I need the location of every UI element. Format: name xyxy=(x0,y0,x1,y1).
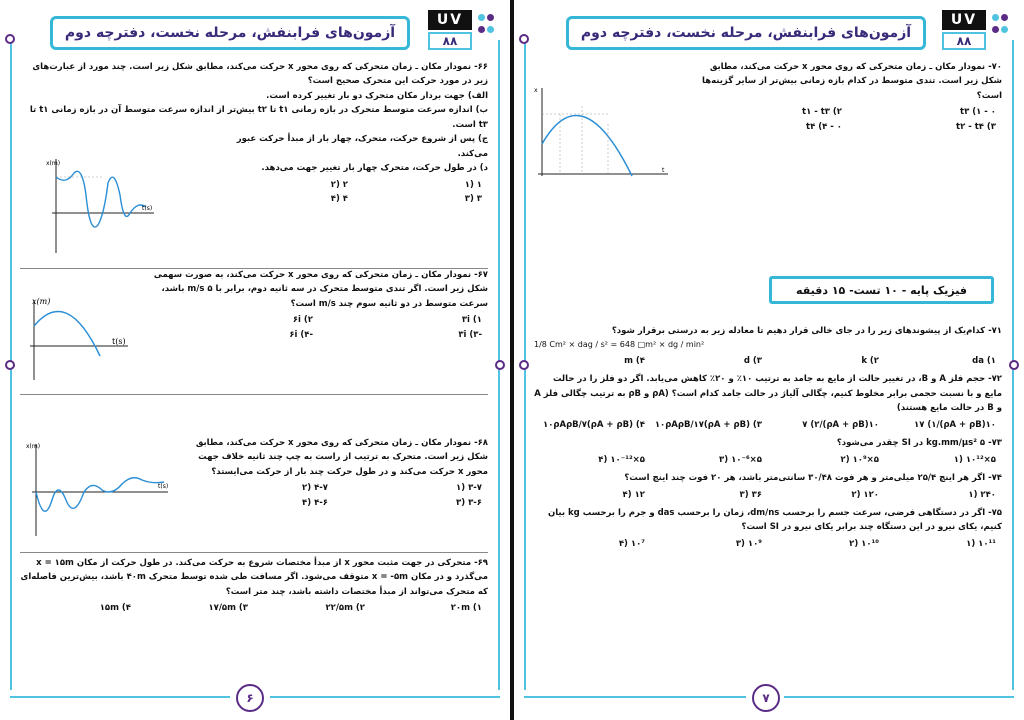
option-3[interactable]: ۵×۱۰⁻⁶ (۳ xyxy=(719,454,762,465)
frame-circle xyxy=(5,34,15,44)
left-page xyxy=(0,0,510,720)
question-text: ۷۲- حجم فلز A و B، در تغییر حالت از مایع به جامد به ترتیب ۱۰٪ و ۲۰٪ کاهش می‌یابد. اگر دو فلز را در حالت مایع و با نسبت حجمی برابر مخلوط کنیم، چگالی آلیاژ در حالت جامد کدام است؟ (ρA و ρB به ترتیب چگالی فلز A و B در حالت مایع هستند) xyxy=(534,374,1002,414)
question-text: ۷۵- اگر در دستگاهی فرضی، سرعت جسم را برحسب dm/ns، زمان را برحسب das و جرم را برحسب kg بیان کنیم، یکای نیرو در این دستگاه چند برابر یکای نیرو در SI است؟ xyxy=(547,507,1002,533)
option-3[interactable]: ۱۰⁹ (۳ xyxy=(735,538,762,549)
q69-block xyxy=(20,556,488,620)
question-text: ۷۴- اگر هر اینچ ۲۵/۴ میلی‌متر و هر فوت ۳۰/۴۸ سانتی‌متر باشد، هر ۲۰ فوت چند اینچ است؟ xyxy=(624,473,1002,484)
option-2[interactable]: ۱۰(ρA + ρB)/۷ (۲ xyxy=(802,419,879,430)
question-text: ۶۸- نمودار مکان ـ زمان متحرکی که روی محور x حرکت می‌کند، مطابق شکل زیر است. متحرک به ترتیب از راست به چپ چند ثانیه خلاف جهت محور x حرکت می‌کند و در طول حرکت چند بار از حرکت می‌ایستد؟ xyxy=(195,438,488,477)
option-4[interactable]: ۰ - t۴ (۴ xyxy=(806,121,842,132)
right-page xyxy=(514,0,1024,720)
question-74 xyxy=(534,471,1002,502)
header-title: آزمون‌های فرابنفش، مرحله نخست، دفترچه دوم xyxy=(64,25,396,41)
question-text: ۶۷- نمودار مکان ـ زمان متحرکی که روی محور x حرکت می‌کند، به صورت سهمی شکل زیر است. اگر تندی متوسط متحرک در سه ثانیه دوم، برابر با ۵ m/s باشد، سرعت متوسط در دو ثانیه سوم چند m/s است؟ xyxy=(153,270,488,309)
question-72 xyxy=(534,372,1002,432)
axis-y-label: x(m) xyxy=(32,297,51,306)
option-1[interactable]: ۵×۱۰¹² (۱ xyxy=(953,454,996,465)
logo-top: UV xyxy=(428,10,472,30)
options xyxy=(180,481,488,510)
option-4[interactable]: m (۴ xyxy=(624,356,645,367)
option-2[interactable]: ۱۰¹⁰ (۲ xyxy=(849,538,879,549)
option-4[interactable]: ۱۵m (۴ xyxy=(99,603,131,614)
statement-b: ب) اندازه سرعت متوسط متحرک در بازه زمانی t۱ تا t۲ بیش‌تر از اندازه سرعت متوسط آن در بازه زمانی t۱ تا t۳ است. xyxy=(29,105,488,130)
option-1[interactable]: ۱۰(ρA + ρB)/۱۷ (۱ xyxy=(914,419,996,430)
graph-68 xyxy=(22,440,172,540)
frame-circle xyxy=(495,360,505,370)
question-68 xyxy=(180,436,488,510)
option-1[interactable]: ۲۰m (۱ xyxy=(450,603,482,614)
decor-dots xyxy=(992,14,1012,50)
decor-dots xyxy=(478,14,498,50)
axis-x-label: t(s) xyxy=(158,483,169,490)
option-2[interactable]: k (۲ xyxy=(861,356,879,367)
options xyxy=(150,313,488,342)
option-1[interactable]: da (۱ xyxy=(972,356,996,367)
frame-circle xyxy=(5,360,15,370)
options xyxy=(534,488,1002,502)
option-4[interactable]: ۱۰⁷ (۴ xyxy=(618,538,645,549)
footer-line xyxy=(270,696,500,698)
options xyxy=(220,178,488,207)
option-3[interactable]: ۳-۶ (۳ xyxy=(456,497,482,508)
graph-67 xyxy=(22,296,132,382)
option-3[interactable]: d (۳ xyxy=(743,356,762,367)
statement-d: د) در طول حرکت، متحرک چهار بار تغییر جهت می‌دهد. xyxy=(261,163,488,174)
logo-top: UV xyxy=(942,10,986,30)
option-3[interactable]: t۲ - t۴ (۳ xyxy=(956,121,996,132)
options xyxy=(20,601,488,615)
option-3[interactable]: ۳ (۳ xyxy=(464,193,482,204)
brand-logo xyxy=(942,10,986,50)
option-1[interactable]: ۳i (۱ xyxy=(461,315,482,326)
question-text: ۷۱- کدام‌یک از پیشوندهای زیر را در جای خالی قرار دهیم تا معادله زیر به درستی برقرار شود؟ xyxy=(611,326,1002,336)
options xyxy=(534,418,1002,432)
axis-y-label: x xyxy=(534,87,538,94)
logo-bottom: ۸۸ xyxy=(428,32,472,50)
q71-75-block xyxy=(534,324,1002,555)
option-2[interactable]: ۲۲/۵m (۲ xyxy=(325,603,365,614)
page-header xyxy=(50,16,410,50)
option-4[interactable]: ۱۲ (۴ xyxy=(622,489,645,500)
page-number: ۶ xyxy=(236,684,264,712)
question-text: ۷۰- نمودار مکان ـ زمان متحرکی که روی محور x حرکت می‌کند، مطابق شکل زیر است. تندی متوسط در کدام بازه زمانی بیش‌تر از سایر گزینه‌ها است؟ xyxy=(702,62,1002,101)
option-3[interactable]: -۳i (۳ xyxy=(458,329,482,340)
option-2[interactable]: ۶i (۲ xyxy=(292,315,313,326)
footer-line xyxy=(784,696,1014,698)
section-banner xyxy=(769,276,994,304)
option-1[interactable]: ۰ - t۳ (۱ xyxy=(960,107,996,118)
question-67 xyxy=(150,268,488,342)
statement-c: ج) پس از شروع حرکت، متحرک، چهار بار از مبدأ حرکت عبور می‌کند. xyxy=(236,134,488,159)
statement-a: الف) جهت بردار مکان متحرک دو بار تغییر کرده است. xyxy=(266,90,488,101)
page-number: ۷ xyxy=(752,684,780,712)
option-1[interactable]: ۱ (۱ xyxy=(464,179,482,190)
frame-circle xyxy=(519,34,529,44)
option-1[interactable]: ۱۰¹¹ (۱ xyxy=(966,538,996,549)
logo-bottom: ۸۸ xyxy=(942,32,986,50)
graph-70 xyxy=(532,84,672,196)
option-1[interactable]: ۲۴۰ (۱ xyxy=(968,489,996,500)
brand-logo xyxy=(428,10,472,50)
option-2[interactable]: ۱۲۰ (۲ xyxy=(851,489,879,500)
question-75 xyxy=(534,506,1002,551)
options xyxy=(534,453,1002,467)
question-text: ۷۳- ۵ kg.mm/μs² در SI چقدر می‌شود؟ xyxy=(836,438,1002,449)
question-text: ۶۹- متحرکی در جهت مثبت محور x از مبدأ مختصات شروع به حرکت می‌کند. در طول حرکت از مکان x = ۱۵m می‌گذرد و در مکان x = -۵m متوقف می‌شود. اگر مسافت طی شده توسط متحرک ۴۰m باشد، بیش‌ترین فاصله‌ای که متحرک می‌تواند از مبدأ مختصات داشته باشد، چند متر است؟ xyxy=(20,558,488,597)
frame-circle xyxy=(519,360,529,370)
question-71 xyxy=(534,324,1002,368)
option-3[interactable]: ۳۶ (۳ xyxy=(739,489,762,500)
axis-y-label: x(m) xyxy=(46,160,61,167)
axis-x-label: t xyxy=(662,167,665,174)
page-header xyxy=(566,16,926,50)
question-70 xyxy=(694,60,1002,134)
section-title: فیزیک پایه - ۱۰ تست- ۱۵ دقیقه xyxy=(796,283,967,297)
option-1[interactable]: ۳-۷ (۱ xyxy=(456,483,482,494)
option-4[interactable]: ۵×۱۰⁻¹² (۴ xyxy=(598,454,645,465)
footer-line xyxy=(10,696,230,698)
axis-y-label: x(m) xyxy=(26,443,41,450)
option-3[interactable]: ۱۷/۵m (۳ xyxy=(208,603,248,614)
question-text: ۶۶- نمودار مکان ـ زمان متحرکی که روی محور x حرکت می‌کند، مطابق شکل زیر است. چند مورد از عبارت‌های زیر در مورد حرکت این متحرک صحیح است؟ xyxy=(32,62,488,87)
option-4[interactable]: -۶i (۴ xyxy=(289,329,313,340)
option-2[interactable]: ۵×۱۰⁹ (۲ xyxy=(840,454,879,465)
frame-circle xyxy=(1009,360,1019,370)
axis-x-label: t(s) xyxy=(112,337,126,346)
option-4[interactable]: ۴ (۴ xyxy=(330,193,348,204)
option-4[interactable]: ۱۰ρAρB/۷(ρA + ρB) (۴ xyxy=(543,419,645,430)
option-3[interactable]: ۱۰ρAρB/۱۷(ρA + ρB) (۳ xyxy=(654,419,762,430)
options xyxy=(694,105,1002,134)
option-4[interactable]: ۴-۶ (۴ xyxy=(302,497,328,508)
footer-line xyxy=(524,696,746,698)
options xyxy=(534,354,1002,368)
question-73 xyxy=(534,436,1002,467)
option-2[interactable]: ۲ (۲ xyxy=(330,179,348,190)
option-2[interactable]: t۱ - t۳ (۲ xyxy=(802,107,842,118)
header-title: آزمون‌های فرابنفش، مرحله نخست، دفترچه دوم xyxy=(580,25,912,41)
axis-x-label: t(s) xyxy=(142,205,153,212)
graph-66 xyxy=(42,155,160,257)
options xyxy=(534,537,1002,551)
formula: 1/8 Cm² × dag / s² = 648 □m² × dg / min² xyxy=(534,340,705,350)
option-2[interactable]: ۴-۷ (۲ xyxy=(302,483,328,494)
question-69 xyxy=(20,556,488,616)
